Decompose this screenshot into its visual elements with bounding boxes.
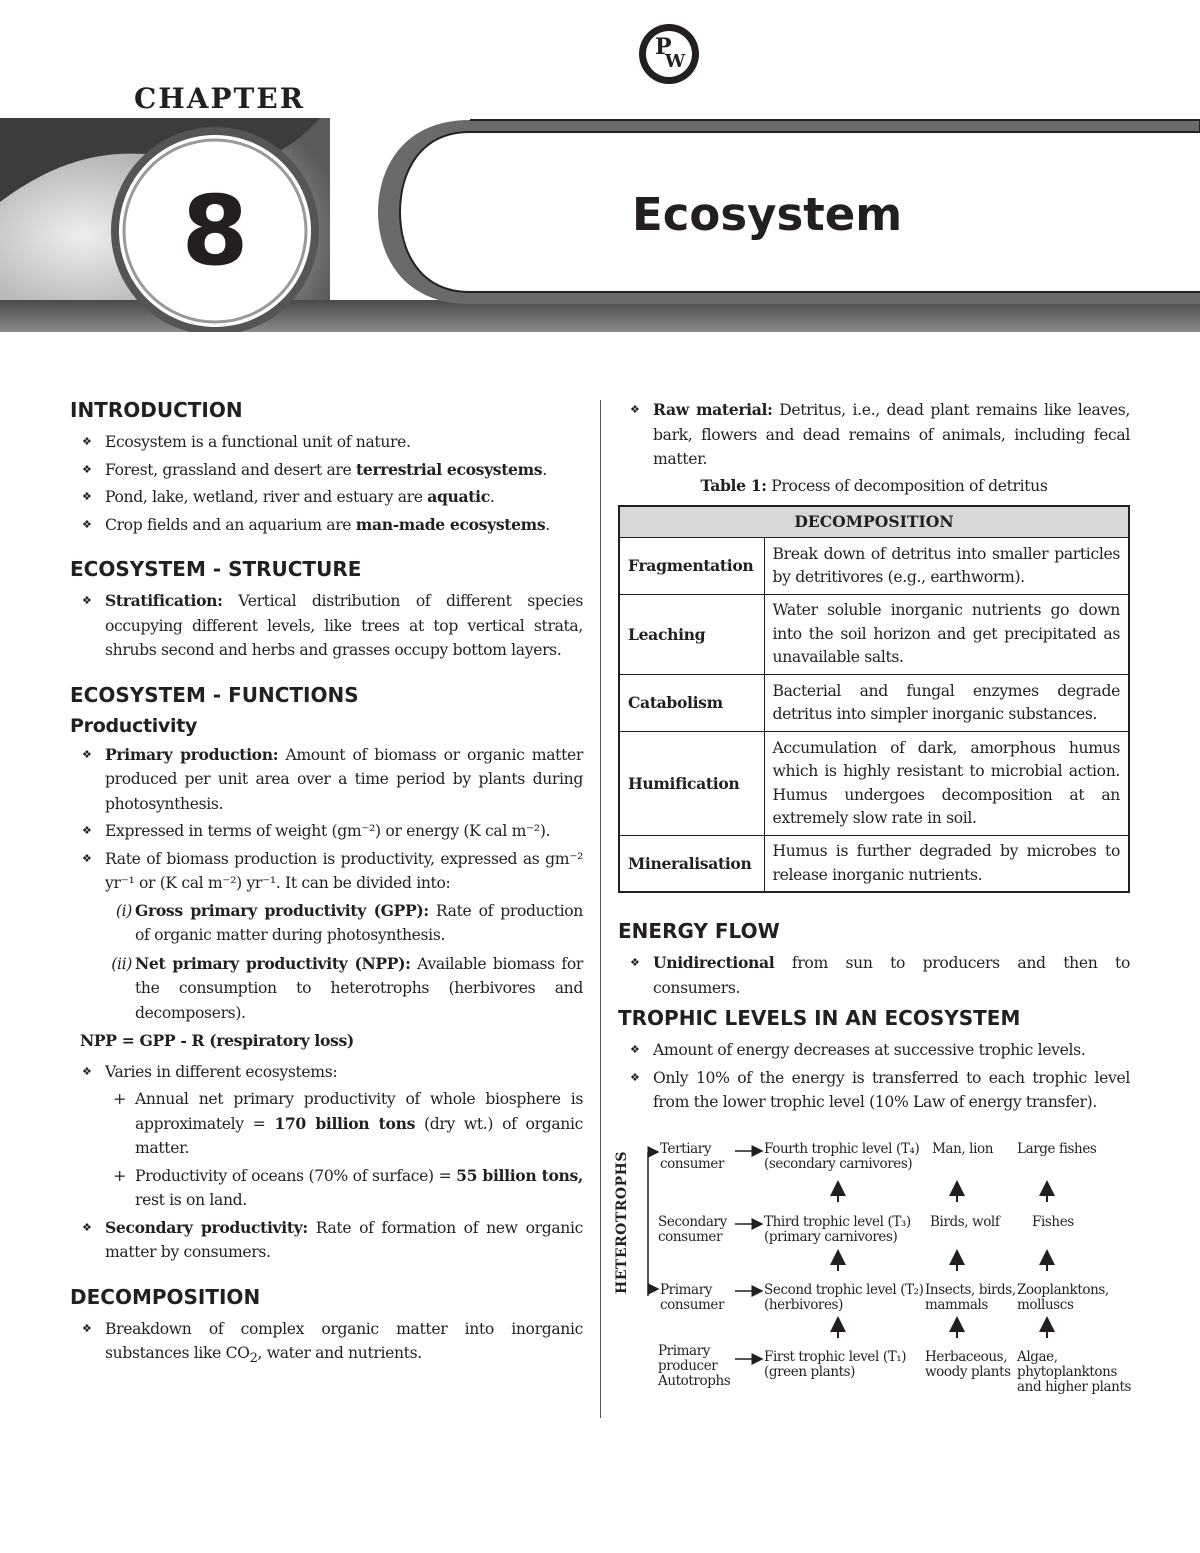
table-row bbox=[619, 675, 1129, 732]
trophic-list bbox=[618, 1038, 1130, 1115]
table-term: Mineralisation bbox=[619, 836, 764, 893]
water-example: Fishes bbox=[1032, 1214, 1074, 1230]
decomposition-table bbox=[618, 505, 1130, 894]
land-example: Birds, wolf bbox=[930, 1214, 1000, 1230]
water-example: Large fishes bbox=[1017, 1141, 1097, 1157]
list-item: ❖ Expressed in terms of weight (gm⁻²) or energy (K cal m⁻²). bbox=[70, 819, 583, 844]
heterotrophs-label: HETEROTROPHS bbox=[614, 1151, 630, 1294]
table-term: Fragmentation bbox=[619, 538, 764, 595]
productivity-subheading: Productivity bbox=[70, 714, 198, 737]
column-divider bbox=[600, 400, 601, 1418]
list-item: + Annual net primary productivity of whole biosphere is approximately = 170 billion tons (dry wt.) of organic matter. bbox=[70, 1087, 583, 1161]
table-row bbox=[619, 595, 1129, 675]
table-term: Leaching bbox=[619, 595, 764, 675]
trophic-level-label: Fourth trophic level (T₄) (secondary carnivores) bbox=[764, 1141, 920, 1172]
varies-sublist bbox=[70, 1087, 583, 1213]
list-item: ❖ Stratification: Vertical distribution of different species occupying different levels, like trees at top vertical strata, shrubs second and herbs and grasses occupy bottom layers. bbox=[70, 589, 583, 663]
decomposition-list bbox=[70, 1317, 583, 1372]
table-desc: Water soluble inorganic nutrients go down into the soil horizon and get precipitated as unavailable salts. bbox=[764, 595, 1129, 675]
trophic-heading: TROPHIC LEVELS IN AN ECOSYSTEM bbox=[618, 1006, 1021, 1030]
list-item: ❖ Amount of energy decreases at successive trophic levels. bbox=[618, 1038, 1130, 1063]
trophic-level-label: First trophic level (T₁) (green plants) bbox=[764, 1349, 907, 1380]
land-example: Insects, birds, mammals bbox=[925, 1282, 1016, 1313]
table-row bbox=[619, 732, 1129, 836]
table-desc: Humus is further degraded by microbes to release inorganic nutrients. bbox=[764, 836, 1129, 893]
table-term: Catabolism bbox=[619, 675, 764, 732]
table-caption: Table 1: Process of decomposition of detritus bbox=[700, 475, 1048, 495]
decomposition-heading: DECOMPOSITION bbox=[70, 1284, 261, 1309]
consumer-label: Primary consumer bbox=[660, 1282, 725, 1313]
land-example: Herbaceous, woody plants bbox=[925, 1349, 1011, 1380]
intro-list bbox=[70, 430, 583, 537]
water-example: Algae, phytoplanktons and higher plants bbox=[1017, 1349, 1132, 1395]
raw-material-list bbox=[618, 398, 1130, 472]
list-item: ❖ Only 10% of the energy is transferred to each trophic level from the lower trophic level (10% Law of energy transfer). bbox=[618, 1066, 1130, 1115]
table-desc: Break down of detritus into smaller particles by detritivores (e.g., earthworm). bbox=[764, 538, 1129, 595]
land-example: Man, lion bbox=[932, 1141, 994, 1157]
trophic-level-label: Third trophic level (T₃) (primary carnivores) bbox=[764, 1214, 911, 1245]
pw-logo bbox=[639, 24, 699, 84]
list-item: (i) Gross primary productivity (GPP): Rate of production of organic matter during photosynthesis. bbox=[115, 900, 583, 944]
water-example: Zooplanktons, molluscs bbox=[1017, 1282, 1109, 1313]
list-item: ❖ Ecosystem is a functional unit of nature. bbox=[70, 430, 583, 455]
right-column bbox=[618, 398, 1130, 1129]
table-desc: Accumulation of dark, amorphous humus which is highly resistant to microbial action. Humus undergoes decomposition at an extremely slow rate in soil. bbox=[764, 732, 1129, 836]
table-term: Humification bbox=[619, 732, 764, 836]
productivity-types bbox=[70, 899, 583, 1026]
list-item: ❖ Crop fields and an aquarium are man-made ecosystems. bbox=[70, 513, 583, 538]
energy-flow-heading: ENERGY FLOW bbox=[618, 919, 780, 943]
energy-flow-list bbox=[618, 951, 1130, 1000]
producer-label: Primary producer Autotrophs bbox=[658, 1343, 731, 1389]
table-desc: Bacterial and fungal enzymes degrade detritus into simpler inorganic substances. bbox=[764, 675, 1129, 732]
npp-formula: NPP = GPP - R (respiratory loss) bbox=[80, 1031, 354, 1050]
list-item: ❖ Breakdown of complex organic matter into inorganic substances like $CO_2$, water and nutrients. bbox=[70, 1317, 583, 1372]
intro-heading: INTRODUCTION bbox=[70, 398, 243, 422]
list-item: ❖ Rate of biomass production is productivity, expressed as gm⁻² yr⁻¹ or (K cal m⁻²) yr⁻¹. It can be divided into: bbox=[70, 847, 583, 896]
logo-letter-p: P bbox=[655, 34, 672, 60]
secondary-list bbox=[70, 1216, 583, 1265]
list-item: ❖ Forest, grassland and desert are terrestrial ecosystems. bbox=[70, 458, 583, 483]
list-item: ❖ Unidirectional from sun to producers and then to consumers. bbox=[618, 951, 1130, 1000]
list-item: ❖ Secondary productivity: Rate of formation of new organic matter by consumers. bbox=[70, 1216, 583, 1265]
consumer-label: Tertiary consumer bbox=[660, 1141, 725, 1172]
table-row bbox=[619, 538, 1129, 595]
left-column bbox=[70, 398, 583, 1386]
chapter-number: 8 bbox=[181, 175, 249, 287]
consumer-label: Secondary consumer bbox=[658, 1214, 727, 1245]
list-item: ❖ Primary production: Amount of biomass or organic matter produced per unit area over a time period by plants during photosynthesis. bbox=[70, 743, 583, 817]
list-item: + Productivity of oceans (70% of surface) = 55 billion tons, rest is on land. bbox=[70, 1164, 583, 1213]
varies-list bbox=[70, 1060, 583, 1085]
logo-letter-w: W bbox=[665, 51, 686, 72]
trophic-diagram bbox=[610, 1138, 1150, 1408]
productivity-list bbox=[70, 743, 583, 896]
up-arrows bbox=[838, 1182, 1047, 1338]
structure-list bbox=[70, 589, 583, 663]
list-item: ❖ Raw material: Detritus, i.e., dead plant remains like leaves, bark, flowers and dead remains of animals, including fecal matter. bbox=[618, 398, 1130, 472]
table-row bbox=[619, 836, 1129, 893]
structure-heading: ECOSYSTEM - STRUCTURE bbox=[70, 557, 362, 581]
functions-heading: ECOSYSTEM - FUNCTIONS bbox=[70, 682, 359, 707]
list-item: ❖ Pond, lake, wetland, river and estuary are aquatic. bbox=[70, 485, 583, 510]
list-item: ❖ Varies in different ecosystems: bbox=[70, 1060, 583, 1085]
table-header: DECOMPOSITION bbox=[619, 506, 1129, 538]
chapter-title: Ecosystem bbox=[632, 188, 903, 241]
chapter-label: CHAPTER bbox=[134, 82, 305, 115]
list-item: (ii) Net primary productivity (NPP): Available biomass for the consumption to heterotrophs (herbivores and decomposers). bbox=[111, 953, 583, 1022]
trophic-level-label: Second trophic level (T₂) (herbivores) bbox=[764, 1282, 924, 1313]
